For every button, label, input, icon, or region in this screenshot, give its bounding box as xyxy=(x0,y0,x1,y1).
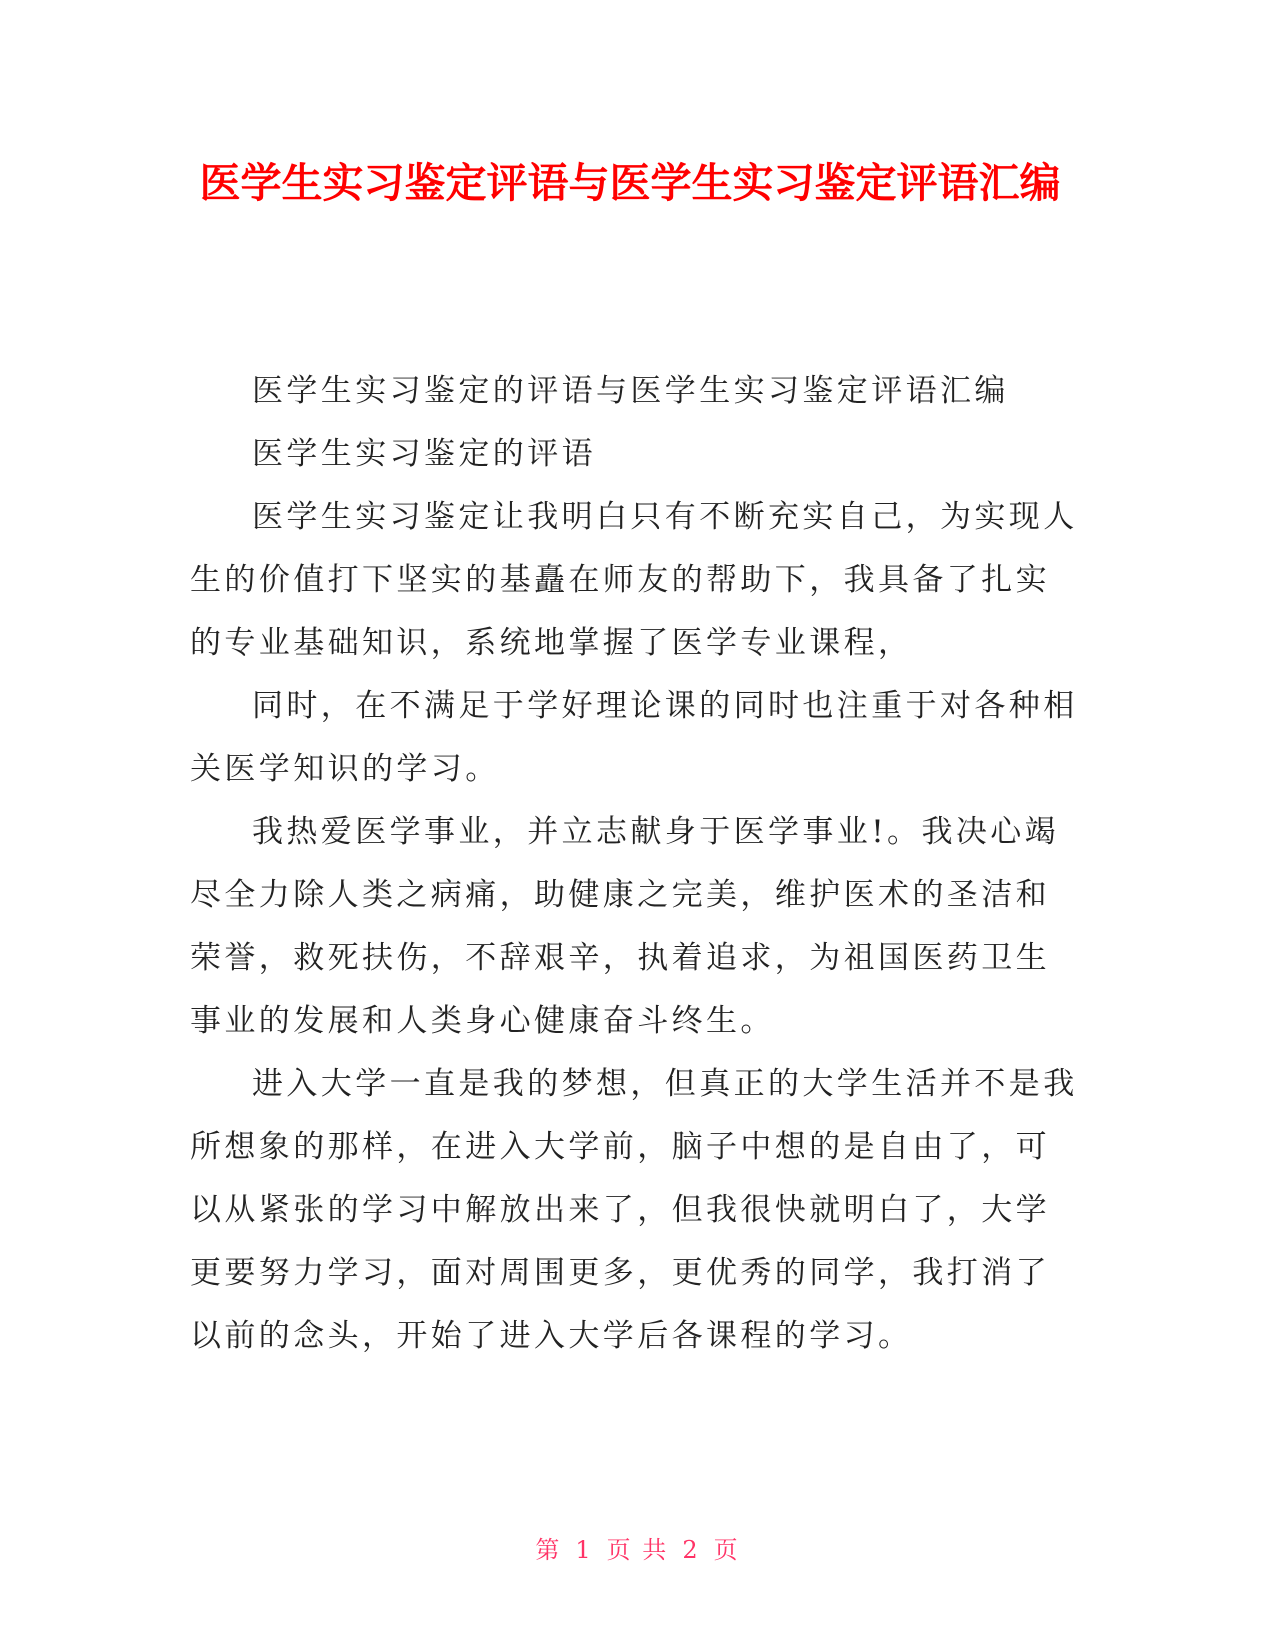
total-pages-number: 2 xyxy=(682,1536,700,1564)
document-body xyxy=(190,360,1080,1368)
document-title: 医学生实习鉴定评语与医学生实习鉴定评语汇编 xyxy=(199,159,1061,207)
page-prefix: 第 xyxy=(535,1536,562,1564)
paragraph-body: 医学生实习鉴定让我明白只有不断充实自己，为实现人生的价值打下坚实的基矗在师友的帮助下，我具备了扎实的专业基础知识，系统地掌握了医学专业课程， xyxy=(190,499,1078,661)
paragraph-section-heading: 医学生实习鉴定的评语 xyxy=(252,436,596,472)
current-page-number: 1 xyxy=(575,1536,593,1564)
paragraph-body: 同时，在不满足于学好理论课的同时也注重于对各种相关医学知识的学习。 xyxy=(190,688,1078,787)
page-suffix: 页 xyxy=(713,1536,740,1564)
page-middle-text: 页 共 xyxy=(606,1536,669,1564)
paragraph-body: 我热爱医学事业，并立志献身于医学事业!。我决心竭尽全力除人类之病痛，助健康之完美，维护医术的圣洁和荣誉，救死扶伤，不辞艰辛，执着追求，为祖国医药卫生事业的发展和人类身心健康奋斗终生。 xyxy=(190,814,1060,1039)
paragraph-body: 进入大学一直是我的梦想，但真正的大学生活并不是我所想象的那样，在进入大学前，脑子中想的是自由了，可以从紧张的学习中解放出来了，但我很快就明白了，大学更要努力学习，面对周围更多，更优秀的同学，我打消了以前的念头，开始了进入大学后各课程的学习。 xyxy=(190,1066,1078,1354)
page-number-footer xyxy=(0,1530,1275,1565)
paragraph-subtitle: 医学生实习鉴定的评语与医学生实习鉴定评语汇编 xyxy=(252,373,1009,409)
